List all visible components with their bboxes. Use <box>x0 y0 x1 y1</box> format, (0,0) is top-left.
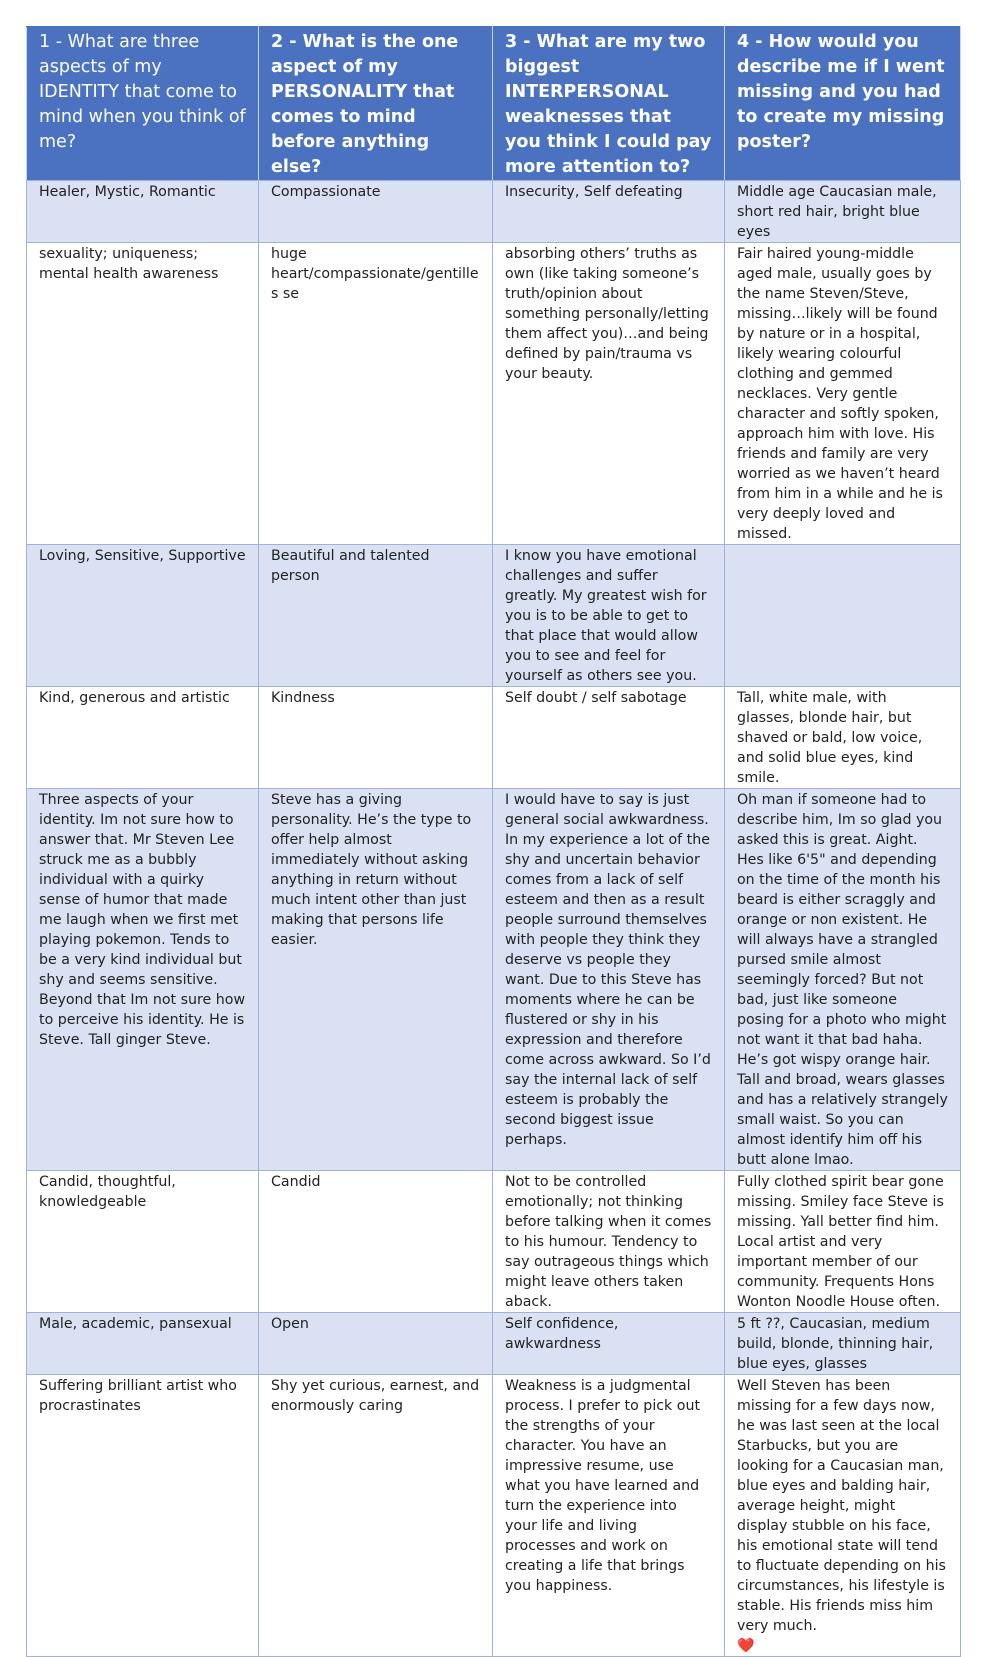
survey-table <box>26 26 961 1657</box>
cell-identity: Healer, Mystic, Romantic <box>27 181 259 243</box>
table-row <box>27 545 961 687</box>
cell-personality: Candid <box>259 1171 493 1313</box>
cell-personality: Beautiful and talented person <box>259 545 493 687</box>
cell-identity: sexuality; uniqueness; mental health awareness <box>27 243 259 545</box>
cell-personality: Kindness <box>259 687 493 789</box>
cell-weaknesses: Not to be controlled emotionally; not thinking before talking when it comes to his humour. Tendency to say outrageous things which might leave others taken aback. <box>493 1171 725 1313</box>
heart-icon: ❤️ <box>737 1638 755 1654</box>
cell-identity: Three aspects of your identity. Im not sure how to answer that. Mr Steven Lee struck me as a bubbly individual with a quirky sense of humor that made me laugh when we first met playing pokemon. Tends to be a very kind individual but shy and seems sensitive. Beyond that Im not sure how to perceive his identity. He is Steve. Tall ginger Steve. <box>27 789 259 1171</box>
cell-personality: Shy yet curious, earnest, and enormously caring <box>259 1375 493 1657</box>
cell-weaknesses: I would have to say is just general social awkwardness. In my experience a lot of the shy and uncertain behavior comes from a lack of self esteem and then as a result people surround themselves with people they think they deserve vs people they want. Due to this Steve has moments where he can be flustered or shy in his expression and therefore come across awkward. So I’d say the internal lack of self esteem is probably the second biggest issue perhaps. <box>493 789 725 1171</box>
cell-identity: Suffering brilliant artist who procrastinates <box>27 1375 259 1657</box>
cell-weaknesses: Self confidence, awkwardness <box>493 1313 725 1375</box>
cell-weaknesses: absorbing others’ truths as own (like taking someone’s truth/opinion about something personally/letting them affect you)…and being defined by pain/trauma vs your beauty. <box>493 243 725 545</box>
cell-missing-poster: Oh man if someone had to describe him, Im so glad you asked this is great. Aight. Hes like 6'5" and depending on the time of the month his beard is either scraggly and orange or non existent. He will always have a strangled pursed smile almost seemingly forced? But not bad, just like someone posing for a photo who might not want it that bad haha. He’s got wispy orange hair. Tall and broad, wears glasses and has a relatively strangely small waist. So you can almost identify him off his butt alone lmao. <box>725 789 961 1171</box>
cell-missing-poster: Fully clothed spirit bear gone missing. Smiley face Steve is missing. Yall better find him. Local artist and very important member of our community. Frequents Hons Wonton Noodle House often. <box>725 1171 961 1313</box>
cell-missing-poster: Fair haired young-middle aged male, usually goes by the name Steven/Steve, missing…likely will be found by nature or in a hospital, likely wearing colourful clothing and gemmed necklaces. Very gentle character and softly spoken, approach him with love. His friends and family are very worried as we haven’t heard from him in a while and he is very deeply loved and missed. <box>725 243 961 545</box>
cell-identity: Candid, thoughtful, knowledgeable <box>27 1171 259 1313</box>
cell-personality: Open <box>259 1313 493 1375</box>
cell-personality: Steve has a giving personality. He’s the type to offer help almost immediately without asking anything in return without much intent other than just making that persons life easier. <box>259 789 493 1171</box>
cell-identity: Loving, Sensitive, Supportive <box>27 545 259 687</box>
cell-personality: Compassionate <box>259 181 493 243</box>
cell-missing-poster <box>725 545 961 687</box>
cell-missing-poster: Tall, white male, with glasses, blonde hair, but shaved or bald, low voice, and solid blue eyes, kind smile. <box>725 687 961 789</box>
header-row <box>27 27 961 181</box>
cell-missing-poster: Well Steven has been missing for a few days now, he was last seen at the local Starbucks, but you are looking for a Caucasian man, blue eyes and balding hair, average height, might display stubble on his face, his emotional state will tend to fluctuate depending on his circumstances, his lifestyle is stable. His friends miss him very much. ❤️ <box>725 1375 961 1657</box>
table-row <box>27 181 961 243</box>
column-header-missing-poster: 4 - How would you describe me if I went missing and you had to create my missing poster? <box>725 27 961 181</box>
cell-identity: Kind, generous and artistic <box>27 687 259 789</box>
column-header-personality: 2 - What is the one aspect of my PERSONALITY that comes to mind before anything else? <box>259 27 493 181</box>
cell-missing-poster: 5 ft ??, Caucasian, medium build, blonde, thinning hair, blue eyes, glasses <box>725 1313 961 1375</box>
table-row <box>27 687 961 789</box>
cell-weaknesses: Self doubt / self sabotage <box>493 687 725 789</box>
table-row <box>27 1171 961 1313</box>
column-header-weaknesses: 3 - What are my two biggest INTERPERSONAL weaknesses that you think I could pay more attention to? <box>493 27 725 181</box>
cell-weaknesses: Insecurity, Self defeating <box>493 181 725 243</box>
cell-weaknesses: Weakness is a judgmental process. I prefer to pick out the strengths of your character. You have an impressive resume, use what you have learned and turn the experience into your life and living processes and work on creating a life that brings you happiness. <box>493 1375 725 1657</box>
cell-missing-poster: Middle age Caucasian male, short red hair, bright blue eyes <box>725 181 961 243</box>
table-row <box>27 1375 961 1657</box>
table-row <box>27 1313 961 1375</box>
table-row <box>27 243 961 545</box>
cell-personality: huge heart/compassionate/gentilles se <box>259 243 493 545</box>
cell-identity: Male, academic, pansexual <box>27 1313 259 1375</box>
table-row <box>27 789 961 1171</box>
column-header-identity: 1 - What are three aspects of my IDENTITY that come to mind when you think of me? <box>27 27 259 181</box>
cell-weaknesses: I know you have emotional challenges and suffer greatly. My greatest wish for you is to be able to get to that place that would allow you to see and feel for yourself as others see you. <box>493 545 725 687</box>
